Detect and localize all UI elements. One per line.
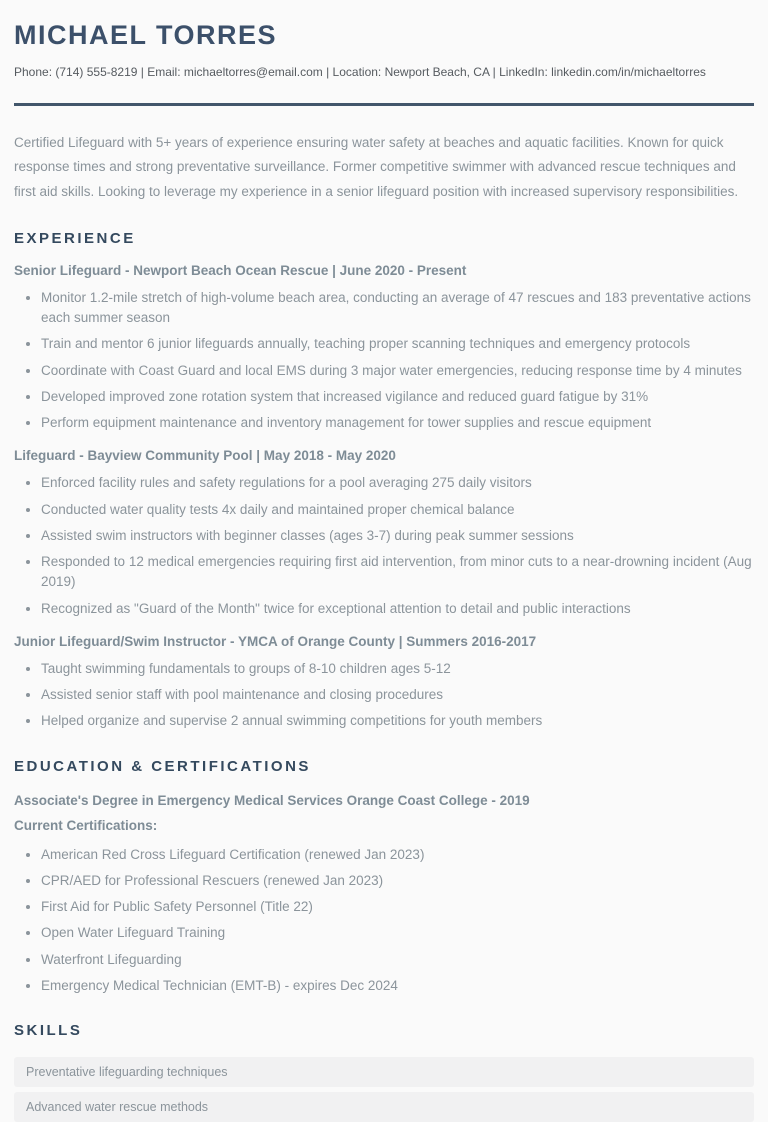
certification-item: • Open Water Lifeguard Training [41, 923, 754, 943]
contact-line: Phone: (714) 555-8219 | Email: michaeltorres@email.com | Location: Newport Beach, CA | LinkedIn: linkedin.com/in/michaeltorres [14, 65, 706, 79]
section-title-experience: EXPERIENCE [14, 229, 136, 247]
certification-item: • Waterfront Lifeguarding [41, 950, 754, 970]
section-title-skills: SKILLS [14, 1022, 83, 1040]
job-bullet: • Perform equipment maintenance and inventory management for tower supplies and rescue equipment [41, 413, 754, 433]
job-bullet: • Assisted senior staff with pool maintenance and closing procedures [41, 685, 754, 705]
resume-name: MICHAEL TORRES [14, 20, 278, 50]
job-bullet: • Coordinate with Coast Guard and local EMS during 3 major water emergencies, reducing response time by 4 minutes [41, 361, 754, 381]
job-bullets-junior-lifeguard [14, 659, 754, 732]
job-bullet: • Helped organize and supervise 2 annual swimming competitions for youth members [41, 711, 754, 731]
certifications-label: Current Certifications: [14, 817, 158, 833]
job-bullets-senior-lifeguard [14, 288, 754, 434]
job-bullet: • Taught swimming fundamentals to groups of 8-10 children ages 5-12 [41, 659, 754, 679]
job-title-lifeguard-bayview: Lifeguard - Bayview Community Pool | May 2018 - May 2020 [14, 448, 396, 464]
job-bullet: • Conducted water quality tests 4x daily and maintained proper chemical balance [41, 500, 754, 520]
job-bullets-lifeguard-bayview [14, 473, 754, 619]
job-bullet: • Train and mentor 6 junior lifeguards annually, teaching proper scanning techniques and emergency protocols [41, 334, 754, 354]
section-title-education: EDUCATION & CERTIFICATIONS [14, 757, 311, 775]
job-bullet: • Enforced facility rules and safety regulations for a pool averaging 275 daily visitors [41, 473, 754, 493]
job-bullet: • Developed improved zone rotation system that increased vigilance and reduced guard fatigue by 31% [41, 387, 754, 407]
skill-item: Advanced water rescue methods [14, 1092, 754, 1122]
job-bullet: • Monitor 1.2-mile stretch of high-volume beach area, conducting an average of 47 rescues and 183 preventative actions each summer season [41, 288, 754, 329]
job-bullet: • Recognized as "Guard of the Month" twice for exceptional attention to detail and public interactions [41, 599, 754, 619]
certification-item: • American Red Cross Lifeguard Certification (renewed Jan 2023) [41, 845, 754, 865]
degree-line: Associate's Degree in Emergency Medical Services Orange Coast College - 2019 [14, 792, 530, 808]
skills-list [14, 1057, 754, 1122]
job-title-junior-lifeguard: Junior Lifeguard/Swim Instructor - YMCA of Orange County | Summers 2016-2017 [14, 633, 537, 649]
header-divider [14, 103, 754, 106]
job-title-senior-lifeguard: Senior Lifeguard - Newport Beach Ocean Rescue | June 2020 - Present [14, 262, 467, 278]
job-bullet: • Responded to 12 medical emergencies requiring first aid intervention, from minor cuts to a near-drowning incident (Aug 2019) [41, 552, 754, 593]
certifications-list [14, 845, 754, 997]
certification-item: • Emergency Medical Technician (EMT-B) - expires Dec 2024 [41, 976, 754, 996]
skill-item: Preventative lifeguarding techniques [14, 1057, 754, 1087]
certification-item: • First Aid for Public Safety Personnel (Title 22) [41, 897, 754, 917]
certification-item: • CPR/AED for Professional Rescuers (renewed Jan 2023) [41, 871, 754, 891]
job-bullet: • Assisted swim instructors with beginner classes (ages 3-7) during peak summer sessions [41, 526, 754, 546]
summary-text: Certified Lifeguard with 5+ years of experience ensuring water safety at beaches and aquatic facilities. Known for quick response times and strong preventative surveillance. Former competitive swimmer with advanced rescue techniques and first aid skills. Looking to leverage my experience in a senior lifeguard position with increased supervisory responsibilities. [14, 135, 739, 199]
